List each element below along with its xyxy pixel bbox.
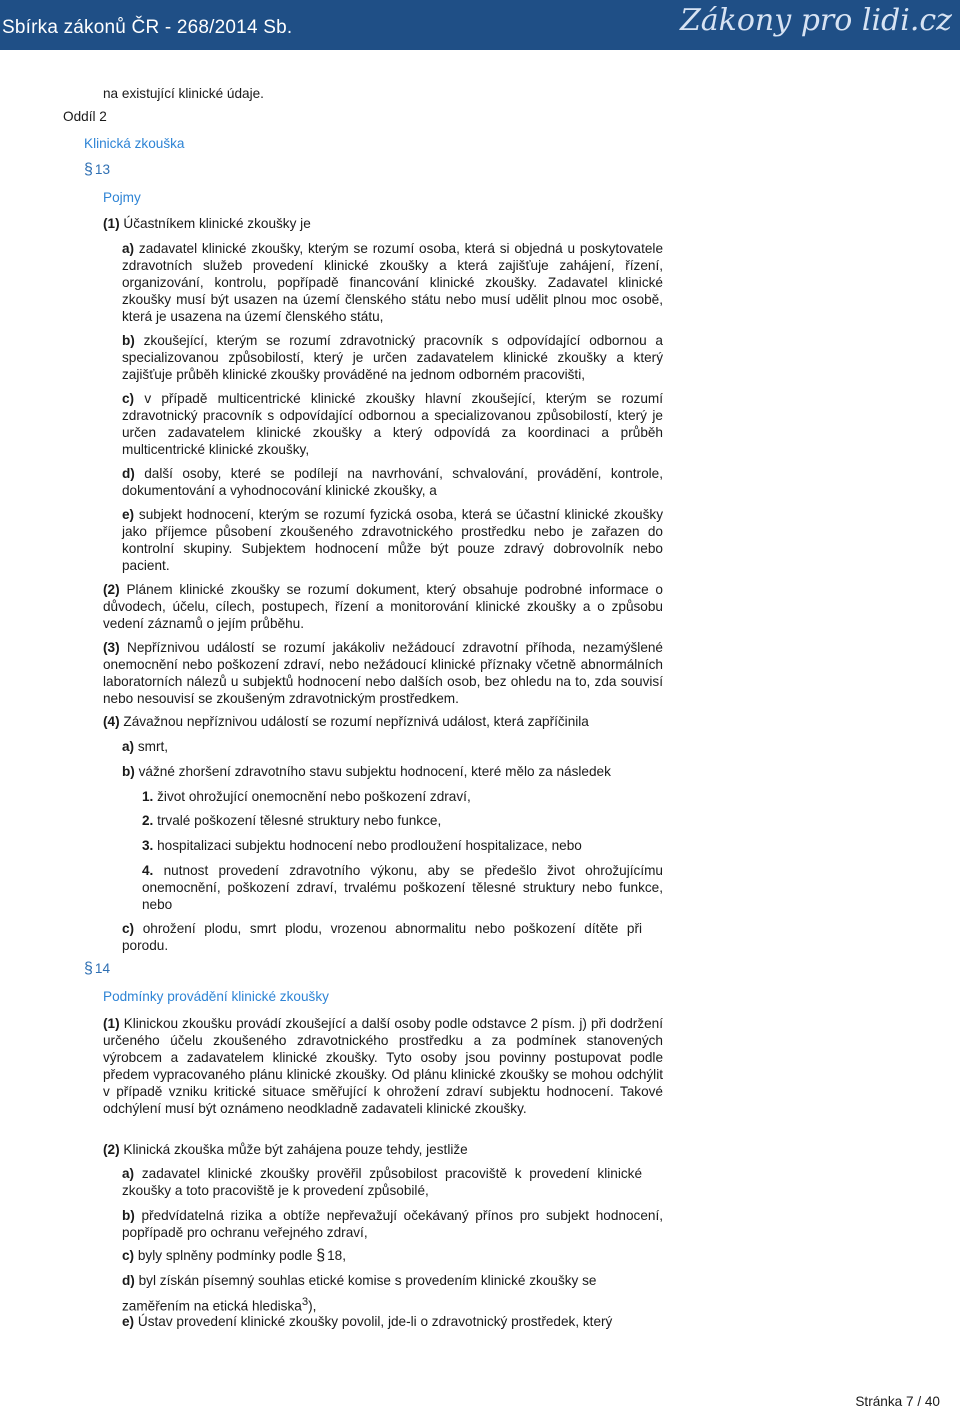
p4b-point-1: [142, 788, 471, 805]
p4-item-c-label: c): [122, 921, 135, 936]
s14-item-a: [122, 1165, 642, 1199]
paragraph-1-text: Účastníkem klinické zkoušky je: [123, 216, 311, 231]
p4-item-a-text: smrt,: [137, 739, 169, 754]
p4b-point-3: [142, 837, 582, 854]
p4b-point-2-label: 2.: [142, 813, 154, 828]
p4-item-a-label: a): [122, 739, 135, 754]
section-symbol-link[interactable]: §: [316, 1247, 326, 1264]
s14-item-b-text: předvídatelná rizika a obtíže nepřevažují očekávaný přínos pro subjekt hodnocení, popřípadě pro ochranu veřejného zdraví,: [122, 1208, 663, 1240]
s14-paragraph-1-text: Klinickou zkoušku provádí zkoušející a další osoby podle odstavce 2 písm. j) při dodržení určeného účelu zkoušeného zdravotnického prostředku a za podmínek stanovených výrobcem a zadavatelem klinické zkoušky. Tyto osoby jsou povinny postupovat podle předem vypracovaného plánu klinické zkoušky. Od plánu klinické zkoušky se mohou odchýlit v případě vzniku kritické situace směřující k ohrožení zdraví subjektu hodnocení. Takové odchýlení musí být oznámeno neodkladně zadavateli klinické zkoušky.: [103, 1016, 664, 1116]
s14-item-b-label: b): [122, 1208, 135, 1223]
paragraph-1-item-a: [122, 240, 663, 325]
s14-paragraph-1: [103, 1015, 663, 1117]
s14-item-d-text-3: ),: [308, 1298, 317, 1314]
p4-item-b-label: b): [122, 764, 135, 779]
item-c-text: v případě multicentrické klinické zkoušky hlavní zkoušející, kterým se rozumí zdravotnický pracovník s odpovídající odbornou a specializovanou způsobilostí, který je určen zadavatelem klinické zkoušky a který odpovídá za koordinaci a průběh multicentrické klinické zkoušky,: [122, 391, 664, 457]
s14-item-c-label: c): [122, 1248, 135, 1263]
paragraph-3-number: (3): [103, 640, 120, 655]
s14-paragraph-2-text: Klinická zkouška může být zahájena pouze tehdy, jestliže: [123, 1142, 468, 1157]
p4-item-c-text: ohrožení plodu, smrt plodu, vrozenou abnormalitu nebo poškození dítěte při porodu.: [122, 921, 642, 953]
paragraph-4-number: (4): [103, 714, 120, 729]
s14-item-a-label: a): [122, 1166, 135, 1181]
section-13-label[interactable]: [84, 161, 110, 178]
p4b-point-4-label: 4.: [142, 863, 154, 878]
section-14-number: 14: [94, 961, 111, 976]
p4b-point-2: [142, 812, 441, 829]
page-number: Stránka 7 / 40: [855, 1394, 940, 1409]
paragraph-2: [103, 581, 663, 632]
paragraph-3: [103, 639, 663, 707]
s14-item-e: [122, 1313, 612, 1330]
item-d-text: další osoby, které se podílejí na navrhování, schvalování, provádění, kontrole, dokumentování a vyhodnocování klinické zkoušky, a: [122, 466, 663, 498]
s14-item-e-label: e): [122, 1314, 135, 1329]
paragraph-1: [103, 215, 311, 232]
paragraph-4: [103, 713, 589, 730]
s14-item-c: [122, 1247, 346, 1264]
item-b-text: zkoušející, kterým se rozumí zdravotnický pracovník s odpovídající odbornou a specializovanou způsobilostí, který je určen zadavatelem klinické zkoušky a který zajišťuje průběh klinické zkoušky prováděné na jednom odborném pracovišti,: [122, 333, 663, 382]
section-symbol-13: §: [84, 161, 93, 178]
s14-item-d-text: byl získán písemný souhlas etické komise s provedením klinické zkoušky se: [138, 1273, 597, 1288]
item-c-label: c): [122, 391, 135, 406]
item-b-label: b): [122, 333, 135, 348]
item-e-label: e): [122, 507, 135, 522]
s14-paragraph-2: [103, 1141, 468, 1158]
paragraph-4-item-c: [122, 920, 642, 954]
paragraph-4-item-a: [122, 738, 168, 755]
paragraph-1-item-e: [122, 506, 663, 574]
section-14-title: Podmínky provádění klinické zkoušky: [103, 989, 329, 1004]
p4b-point-3-label: 3.: [142, 838, 154, 853]
site-logo[interactable]: Zákony pro lidi.cz: [679, 3, 952, 38]
s14-item-b: [122, 1207, 663, 1241]
paragraph-1-item-c: [122, 390, 663, 458]
document-title: Sbírka zákonů ČR - 268/2014 Sb.: [2, 17, 293, 38]
item-a-label: a): [122, 241, 135, 256]
p4b-point-1-label: 1.: [142, 789, 154, 804]
paragraph-2-text: Plánem klinické zkoušky se rozumí dokument, který obsahuje podrobné informace o důvodech, účelu, cílech, postupech, řízení a monitorování klinické zkoušky a o způsobu vedení záznamů o jejím průběhu.: [103, 582, 663, 631]
division-title: Klinická zkouška: [84, 136, 185, 151]
paragraph-4-text: Závažnou nepříznivou událostí se rozumí nepříznivá událost, která zapříčinila: [123, 714, 589, 729]
paragraph-2-number: (2): [103, 582, 120, 597]
s14-item-d: [122, 1272, 596, 1289]
paragraph-1-item-b: [122, 332, 663, 383]
s14-paragraph-1-number: (1): [103, 1016, 120, 1031]
p4b-point-4: [142, 862, 663, 913]
paragraph-1-item-d: [122, 465, 663, 499]
section-14-label[interactable]: [84, 960, 110, 977]
paragraph-1-number: (1): [103, 216, 120, 231]
section-13-number: 13: [94, 162, 111, 177]
s14-item-d-text-2: zaměřením na etická hlediska: [122, 1298, 302, 1314]
p4-item-b-text: vážné zhoršení zdravotního stavu subjektu hodnocení, které mělo za následek: [138, 764, 611, 779]
paragraph-3-text: Nepříznivou událostí se rozumí jakákoliv nežádoucí zdravotní příhoda, nezamýšlené onemocnění nebo poškození zdraví, nebo nežádoucí klinické příznaky včetně abnormálních laboratorních nálezů u subjektů hodnocení nebo dalších osob, bez ohledu na to, zda souvisí nebo nesouvisí se zkoušeným zdravotnickým prostředkem.: [103, 640, 663, 706]
s14-item-d-label: d): [122, 1273, 135, 1288]
p4b-point-1-text: život ohrožující onemocnění nebo poškození zdraví,: [157, 789, 471, 804]
item-e-text: subjekt hodnocení, kterým se rozumí fyzická osoba, která se účastní klinické zkoušky jako příjemce působení zkoušeného zdravotnického prostředku nebo je zařazen do kontrolní skupiny. Subjektem hodnocení může být pouze zdravý dobrovolník nebo pacient.: [122, 507, 664, 573]
p4b-point-3-text: hospitalizaci subjektu hodnocení nebo prodloužení hospitalizace, nebo: [157, 838, 582, 853]
continuation-text: na existující klinické údaje.: [103, 86, 264, 101]
division-heading: Oddíl 2: [63, 109, 107, 124]
s14-item-d-cont: [122, 1294, 316, 1315]
s14-paragraph-2-number: (2): [103, 1142, 120, 1157]
section-symbol-14: §: [84, 960, 93, 977]
footnote-ref[interactable]: 3: [301, 1296, 309, 1308]
s14-item-e-text: Ústav provedení klinické zkoušky povolil, jde-li o zdravotnický prostředek, který: [137, 1314, 613, 1329]
section-13-title: Pojmy: [103, 190, 141, 205]
item-d-label: d): [122, 466, 135, 481]
item-a-text: zadavatel klinické zkoušky, kterým se rozumí osoba, která si objedná u poskytovatele zdravotních služeb provedení klinické zkoušky a která zajišťuje zahájení, řízení, organizování, kontrolu, popřípadě financování klinické zkoušky. Zadavatel klinické zkoušky musí být usazen na území členského státu nebo musí udělit plnou moc osobě, která je usazena na území členského státu,: [122, 241, 663, 324]
s14-item-c-text: byly splněny podmínky podle: [137, 1248, 313, 1263]
s14-item-a-text: zadavatel klinické zkoušky prověřil způsobilost pracoviště k provedení klinické zkoušky a toto pracoviště je k provedení způsobilé,: [122, 1166, 642, 1198]
page-header: [0, 0, 960, 50]
paragraph-4-item-b: [122, 763, 611, 780]
p4b-point-4-text: nutnost provedení zdravotního výkonu, aby se předešlo život ohrožujícímu onemocnění, poškození zdraví, trvalému poškození tělesné struktury nebo funkce, nebo: [142, 863, 663, 912]
s14-item-c-ref[interactable]: 18,: [327, 1248, 347, 1263]
p4b-point-2-text: trvalé poškození tělesné struktury nebo funkce,: [157, 813, 442, 828]
